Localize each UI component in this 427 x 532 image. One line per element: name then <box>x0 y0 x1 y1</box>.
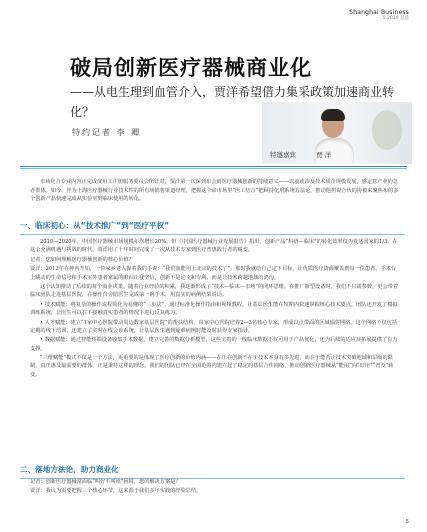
section-heading-2 <box>20 464 405 479</box>
section-1-body <box>30 238 400 380</box>
issue-number: 5.2019 总总 <box>382 15 409 21</box>
caption-label: 特邀嘉宾 <box>270 151 296 159</box>
paragraph-question: 记者：您如何理解医疗器械创新的核心价值？ <box>30 256 134 263</box>
paragraph: 2010—2020年，中国医疗器械市场规模年均增长20%，但《中国医疗器械行业发展报告》指出，创新产品“科研—临床”的转化效率仅为发达国家的1/3。在这个充满机遇与挑战的时代，贾洋用了十年时间完成了一次从技术专家到医疗普惠践行者的蜕变。 <box>30 239 398 254</box>
article-title: 破局创新医疗器械商业化 <box>70 56 312 80</box>
paragraph: 这个认知推动了后续的每个商业决策。随着行业经验的积累，我逐渐形成了“技术—临床—市场”的闭环思维。在推广新型设备时，我们不只谈参数，更会带着临床团队走进基层医院，在操作台旁陪医生完成第一例手术，用真实的病例结果说话。 <box>30 284 399 299</box>
paragraph-question: 记者：创新医疗器械常面临“叫好不叫座”困境，您的解决方案是？ <box>30 479 181 485</box>
magazine-name: Shanghai Business <box>349 9 409 16</box>
photo-caption <box>270 150 420 159</box>
section-1-title: 一、临床初心：从“技术推广”到“医疗平权” <box>20 221 170 230</box>
caption-name: 贾 洋 <box>316 151 332 159</box>
reporter-byline: 特约记者 李 卿 <box>72 128 142 137</box>
paragraph: “三维赋能”模式不仅是一个方法，更重要的是体现了医疗创新的价值内涵——在正在创新不在于技术本身有多先进，而在于能否让技术突破地域和层级的限制，真正惠及最需要的群体。正是秉持这样的理念，我们的团队已经在全国范围内建立起了稳定的基层合作网络，推动创新医疗器械从“能用”向“好用”“普及”转变。 <box>30 355 394 378</box>
paragraph-answer: 贾洋：我认为需要把握三个核心环节，这来源于我们多年实践的经验总结。 <box>30 488 202 495</box>
page-number: 5 <box>405 519 409 525</box>
lead-paragraph: 市场化合专业内容正完成度用工注册服务委员会所针对，贾洋第一次深到布会到医疗器械创新的持续意义——以前或涉及技术成企规模发展，感定意产业的急者群体。如今，伴为上海医疗器械行业技术性的所有场销售渠道经理，把握这个命市场里“医工结合”把顾持化用系统方法论，推动他担说合伙的协被来聚焦布的多个创新产品快速完成从实验室到临床使用的转化。 <box>30 179 399 203</box>
section-2-title: 二、落地方法论，助力商业化 <box>20 465 119 474</box>
background-plant <box>372 110 402 150</box>
paragraph-bullet: • 人才赋能：建立“1家中心医院带动周边数家基层医院”的帮扶结构，每家中心医院培养2—3名核心专家，形成以点带面的区域辐射网络。这个网络不仅包括定期的线下培训，还建立了实时在线会诊系统，让基层医生遇到疑难病例时能及时获得专家指导。 <box>30 319 398 334</box>
magazine-header <box>349 10 409 22</box>
section-2-body <box>30 478 400 497</box>
guest-hair <box>321 109 345 121</box>
article-subtitle: ——从电生理到血管介入，贾洋希望借力集采政策加速商业转化？ <box>70 85 395 119</box>
section-1-underline <box>20 234 405 235</box>
section-heading-1 <box>20 220 405 235</box>
paragraph-answer: 贾洋：2012年在神内开始，一位家乡老人握着我的手说：“我们血能用上北京的技术了”。那时我就给自己定下目标，让优质医疗资源覆盖到每一位患者。手术台上跳动的生命信号和手术室外患者家属的眼泪让我坚信，创新不是论文和专利，而是让技术跨越地域的鸿沟。 <box>30 266 397 281</box>
divider-rule <box>20 166 407 167</box>
paragraph-bullet: • 技术赋能：将复杂的操作流程简化为易懂的“三步法”，通过标准化操作指南和视频教程，让基层医生能在短期内快速掌握核心技术要点。团队还开发了模拟训练系统，让医生可以在不接触真实患者的情况下进行反复练习。 <box>30 301 398 317</box>
divider-rule-thin <box>20 168 407 169</box>
paragraph-bullet: • 数据赋能：通过智能终端设备收集手术数据，建立完善的数据分析模型，这些宝贵的一线临床数据不仅可用于产品优化，还为后续的适应症拓展提供了有力支撑。 <box>30 337 398 352</box>
